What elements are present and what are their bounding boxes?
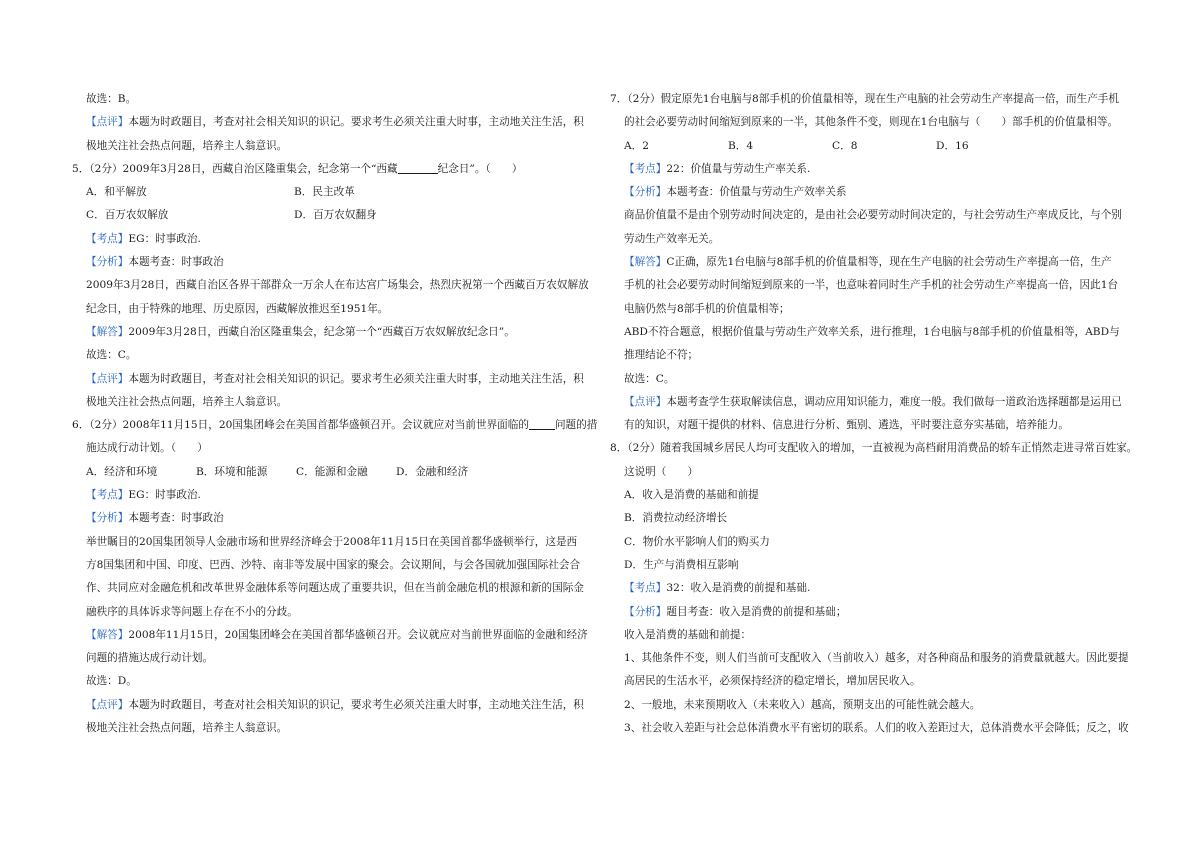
comment-tag: 【点评】	[624, 395, 667, 408]
kaodian-line: 【考点】32：收入是消费的前提和基础.	[624, 582, 811, 595]
text-line: 极地关注社会热点问题，培养主人翁意识。	[86, 722, 288, 735]
text-line: 1、其他条件不变，则人们当前可支配收入（当前收入）越多，对各种商品和服务的消费量就越大。因此要提	[624, 652, 1129, 665]
text-line: 2、一般地，未来预期收入（未来收入）越高，预期支出的可能性就会越大。	[624, 698, 981, 711]
text-line: 劳动生产效率无关。	[624, 232, 720, 245]
text-line: 高居民的生活水平，必须保持经济的稳定增长，增加居民收入。	[624, 675, 921, 688]
text-line: 这说明（ ）	[624, 465, 699, 478]
text-line: 纪念日，由于特殊的地理、历史原因，西藏解放推迟至1951年。	[86, 302, 389, 315]
option-c: C．能源和金融	[296, 465, 368, 478]
kaodian-line: 【考点】22：价值量与劳动生产率关系.	[624, 162, 811, 175]
option-d: D．金融和经济	[396, 465, 469, 478]
text-line: 融秩序的具体诉求等问题上存在不小的分歧。	[86, 605, 298, 618]
text-line: 收入是消费的基础和前提：	[624, 628, 752, 641]
comment-tag: 【点评】	[86, 372, 129, 385]
comment-line: 【点评】本题为时政题目，考查对社会相关知识的识记。要求考生必须关注重大时事，主动地关注生活，积	[86, 372, 584, 385]
question-5-options-row-2	[72, 204, 612, 227]
fenxi-line: 【分析】题目考查：收入是消费的前提和基础；	[624, 605, 847, 618]
jieda-tag: 【解答】	[86, 628, 129, 641]
option-c: C．物价水平影响人们的购买力	[624, 535, 770, 548]
kaodian-tag: 【考点】	[624, 162, 667, 175]
option-d: D．生产与消费相互影响	[624, 558, 739, 571]
text-line: 推理结论不符；	[624, 349, 699, 362]
kaodian-tag: 【考点】	[86, 232, 129, 245]
kaodian-tag: 【考点】	[86, 489, 129, 502]
left-column	[72, 88, 612, 740]
option-b: B．民主改革	[294, 186, 355, 199]
kaodian-line: 【考点】EG：时事政治.	[86, 232, 201, 245]
text-line: 有的知识，对题干提供的材料、信息进行分析、甄别、遴选，平时要注意夯实基础，培养能力。	[624, 419, 1069, 432]
jieda-line: 【解答】C正确，原先1台电脑与8部手机的价值量相等，现在生产电脑的社会劳动生产率提高一倍，生产	[624, 256, 1112, 269]
answer-line: 故选：B。	[86, 93, 137, 105]
jieda-tag: 【解答】	[624, 256, 667, 269]
comment-tag: 【点评】	[86, 116, 129, 129]
question-5-options-row-1	[72, 181, 612, 204]
option-a: A．和平解放	[86, 186, 147, 199]
question-7-stem: 7．（2分）假定原先1台电脑与8部手机的价值量相等，现在生产电脑的社会劳动生产率提高一倍，而生产手机	[610, 93, 1119, 105]
fenxi-tag: 【分析】	[86, 256, 129, 269]
option-a: A．收入是消费的基础和前提	[624, 489, 759, 502]
question-8-stem: 8．（2分）随着我国城乡居民人均可支配收入的增加，一直被视为高档耐用消费品的轿车正悄然走进寻常百姓家。	[610, 442, 1138, 455]
question-6-stem: 6．（2分）2008年11月15日，20国集团峰会在美国首都华盛顿召开。会议就应对当前世界面临的 问题的措	[72, 419, 598, 432]
right-column	[610, 88, 1150, 740]
text-line: 手机的社会必要劳动时间缩短到原来的一半，也意味着同时生产手机的社会劳动生产率提高一倍，因此1台	[624, 279, 1119, 292]
answer-line: 故选：D。	[86, 675, 137, 688]
comment-line: 【点评】本题考查学生获取解读信息，调动应用知识能力，难度一般。我们做每一道政治选择题都是运用已	[624, 395, 1122, 408]
option-c: C．百万农奴解放	[86, 209, 169, 222]
option-a: A．2	[624, 139, 649, 152]
kaodian-line: 【考点】EG：时事政治.	[86, 489, 201, 502]
text-line: 商品价值量不是由个别劳动时间决定的，是由社会必要劳动时间决定的，与社会劳动生产率成反比，与个别	[624, 209, 1122, 222]
comment-line: 【点评】本题为时政题目，考查对社会相关知识的识记，要求考生必须关注重大时事，主动地关注生活，积	[86, 698, 584, 711]
text-line: ABD不符合题意，根据价值量与劳动生产效率关系，进行推理，1台电脑与8部手机的价值量相等，ABD与	[624, 325, 1120, 338]
question-7-options	[610, 135, 1150, 158]
comment-tag: 【点评】	[86, 698, 129, 711]
text-line: 极地关注社会热点问题，培养主人翁意识。	[86, 395, 288, 408]
fenxi-tag: 【分析】	[624, 186, 667, 199]
option-a: A．经济和环境	[86, 465, 158, 478]
text-line: 极地关注社会热点问题，培养主人翁意识。	[86, 139, 288, 152]
question-6-options	[72, 461, 612, 484]
option-d: D．16	[936, 139, 969, 152]
text-line: 3、社会收入差距与社会总体消费水平有密切的联系。人们的收入差距过大，总体消费水平会降低；反之，收	[624, 722, 1129, 735]
fenxi-line: 【分析】本题考查：价值量与劳动生产效率关系	[624, 186, 847, 199]
fenxi-line: 【分析】本题考查：时事政治	[86, 256, 224, 269]
fenxi-tag: 【分析】	[624, 605, 667, 618]
option-d: D．百万农奴翻身	[294, 209, 377, 222]
kaodian-tag: 【考点】	[624, 582, 667, 595]
text-line: 举世瞩目的20国集团领导人金融市场和世界经济峰会于2008年11月15日在美国首都华盛顿举行，这是西	[86, 535, 578, 548]
option-c: C．8	[832, 139, 858, 152]
text-line: 作、共同应对金融危机和改革世界金融体系等问题达成了重要共识，但在当前金融危机的根源和新的国际金	[86, 582, 584, 595]
jieda-line: 【解答】2008年11月15日，20国集团峰会在美国首都华盛顿召开。会议就应对当前世界面临的金融和经济	[86, 628, 588, 641]
text-line: 电脑仍然与8部手机的价值量相等；	[624, 302, 790, 315]
option-b: B．消费拉动经济增长	[624, 512, 728, 525]
text-line: 2009年3月28日，西藏自治区各界干部群众一万余人在布达宫广场集会，热烈庆祝第一个西藏百万农奴解放	[86, 279, 589, 292]
text-line: 问题的措施达成行动计划。	[86, 652, 214, 665]
answer-line: 故选：C。	[86, 349, 137, 362]
option-b: B．4	[728, 139, 754, 152]
text-line: 方8国集团和中国、印度、巴西、沙特、南非等发展中国家的聚会。会议期间，与会各国就加强国际社会合	[86, 558, 581, 571]
option-b: B．环境和能源	[196, 465, 268, 478]
fenxi-tag: 【分析】	[86, 512, 129, 525]
comment-line: 【点评】本题为时政题目，考查对社会相关知识的识记。要求考生必须关注重大时事，主动地关注生活，积	[86, 116, 584, 129]
text-line: 的社会必要劳动时间缩短到原来的一半，其他条件不变，则现在1台电脑与（ ）部手机的价值量相等。	[624, 116, 1119, 129]
text-line: 施达成行动计划。（ ）	[86, 442, 208, 455]
fenxi-line: 【分析】本题考查：时事政治	[86, 512, 224, 525]
question-5-stem: 5．（2分）2009年3月28日，西藏自治区隆重集会，纪念第一个“西藏 纪念日”。（ ）	[72, 162, 523, 175]
fill-blank	[398, 161, 438, 174]
answer-line: 故选：C。	[624, 372, 675, 385]
jieda-line: 【解答】2009年3月28日，西藏自治区隆重集会，纪念第一个“西藏百万农奴解放纪念日”。	[86, 325, 515, 338]
jieda-tag: 【解答】	[86, 325, 129, 338]
fill-blank	[529, 417, 555, 430]
